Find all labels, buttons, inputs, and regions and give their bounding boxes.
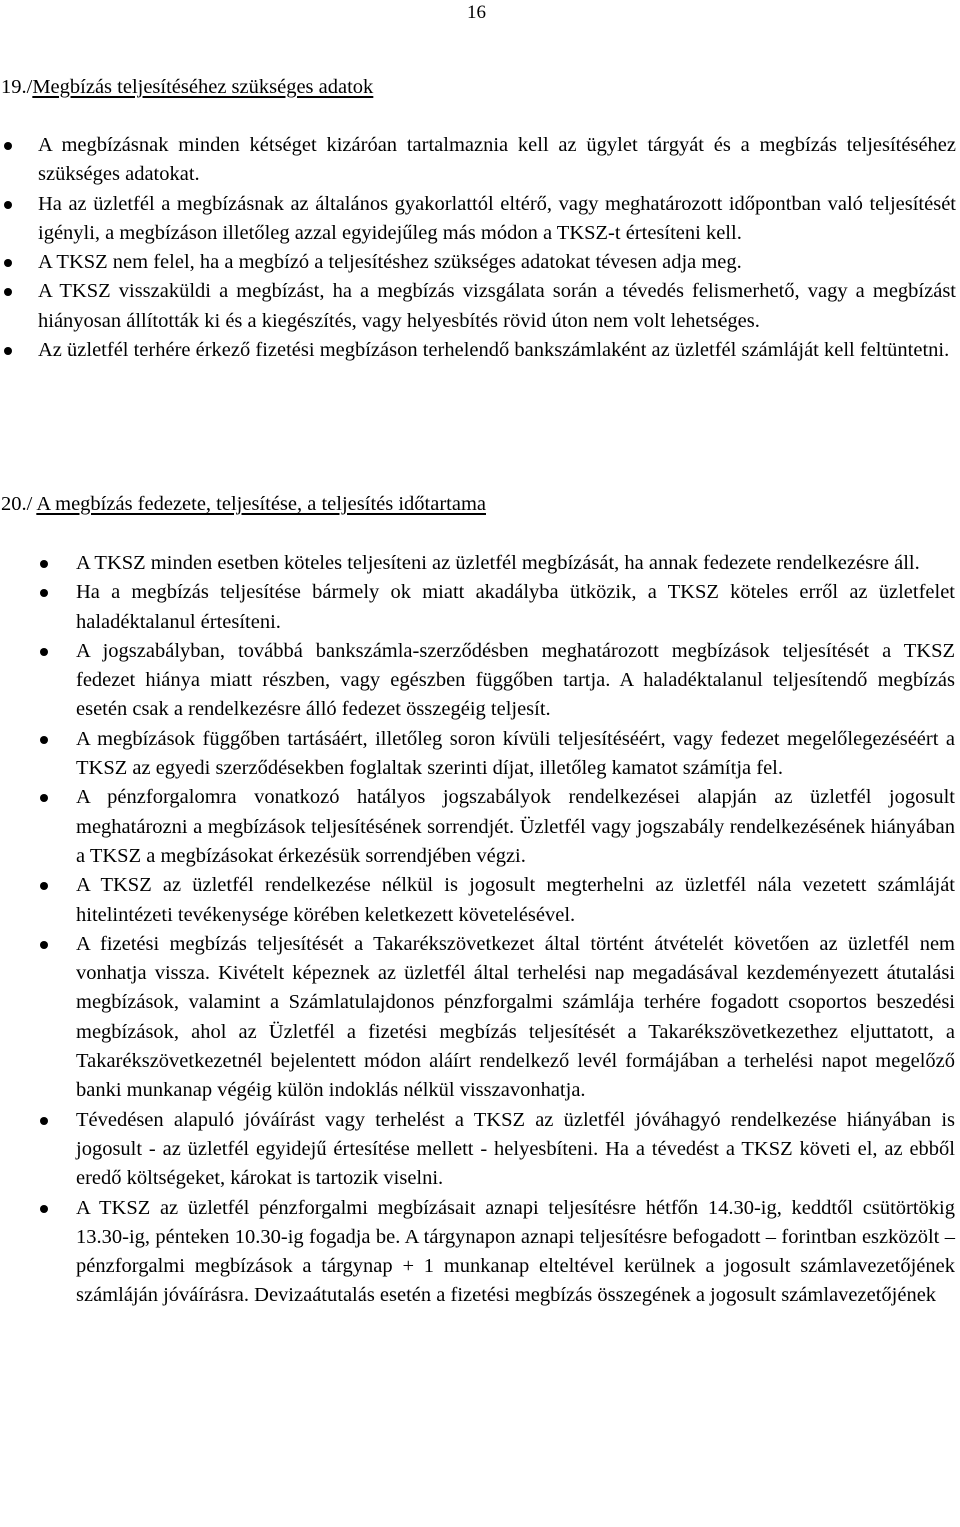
section-19-list — [38, 131, 956, 365]
section-20-number: 20./ — [1, 493, 33, 515]
list-item-text: A pénzforgalomra vonatkozó hatályos jogszabályok rendelkezései alapján az üzletfél jogosult meghatározni a megbízások teljesítésének sorrendjét. Üzletfél vagy jogszabály rendelkezésének hiányában a TKSZ a megbízásokat érkezésük sorrendjében végzi. — [76, 786, 955, 867]
bullet-icon — [40, 648, 48, 656]
list-item — [76, 783, 955, 871]
bullet-icon — [40, 941, 48, 949]
bullet-icon — [4, 201, 12, 209]
bullet-icon — [4, 259, 12, 267]
bullet-icon — [4, 142, 12, 150]
section-20-heading — [1, 492, 486, 516]
list-item — [76, 725, 955, 784]
list-item — [76, 930, 955, 1106]
list-item — [38, 336, 956, 365]
list-item-text: A TKSZ nem felel, ha a megbízó a teljesítéshez szükséges adatokat tévesen adja meg. — [38, 251, 742, 274]
list-item-text: A fizetési megbízás teljesítését a Takarékszövetkezet által történt átvételét követően az üzletfél nem vonhatja vissza. Kivételt képeznek az üzletfél által terhelési nap megadásával kezdeményezett átutalási megbízások, valamint a Számlatulajdonos pénzforgalmi számlája terhére fogadott csoportos beszedési megbízások, ahol az Üzletfél a fizetési megbízás teljesítését a Takarékszövetkezethez eljuttatott, a Takarékszövetkezetnél bejelentett módon aláírt rendelkező levél formájában a terhelési napot megelőző banki munkanap végéig külön indoklás nélkül visszavonhatja. — [76, 932, 955, 1102]
section-20-title: A megbízás fedezete, teljesítése, a teljesítés időtartama — [36, 493, 486, 515]
list-item-text: A jogszabályban, továbbá bankszámla-szerződésben meghatározott megbízások teljesítését a TKSZ fedezet hiánya miatt részben, vagy egészben függőben tartja. A haladéktalanul teljesítendő megbízás esetén csak a rendelkezésre álló fedezet összegéig teljesít. — [76, 639, 955, 721]
list-item — [38, 190, 956, 249]
bullet-icon — [40, 1117, 48, 1125]
bullet-icon — [4, 347, 12, 355]
bullet-icon — [40, 1205, 48, 1213]
list-item-text: A megbízásnak minden kétséget kizáróan tartalmaznia kell az ügylet tárgyát és a megbízás teljesítéséhez szükséges adatokat. — [38, 134, 956, 186]
list-item-text: Tévedésen alapuló jóváírást vagy terhelést a TKSZ az üzletfél jóváhagyó rendelkezése hiányában is jogosult - az üzletfél egyidejű értesítése mellett - helyesbíteni. Ha a tévedést a TKSZ követi el, az ebből eredő költségeket, károkat is tartozik viselni. — [76, 1108, 955, 1190]
bullet-icon — [40, 794, 48, 802]
section-19-number: 19./ — [1, 76, 33, 98]
page-number: 16 — [467, 2, 486, 23]
section-19-heading — [1, 75, 373, 99]
bullet-icon — [40, 882, 48, 890]
list-item-text: A TKSZ minden esetben köteles teljesíteni az üzletfél megbízását, ha annak fedezete rendelkezésre áll. — [76, 552, 920, 574]
list-item-text: A megbízások függőben tartásáért, illetőleg soron kívüli teljesítéséért, vagy fedezet megelőlegezéséért a TKSZ az egyedi szerződésekben foglaltak szerinti díjat, illetőleg kamatot számítja fel. — [76, 727, 955, 780]
list-item-text: A TKSZ az üzletfél rendelkezése nélkül is jogosult megterhelni az üzletfél nála vezetett számláját hitelintézeti tevékenysége körében keletkezett követelésével. — [76, 874, 955, 926]
list-item — [76, 871, 955, 930]
list-item-text: Ha az üzletfél a megbízásnak az általános gyakorlattól eltérő, vagy meghatározott időpontban való teljesítését igényli, a megbízáson illetőleg azzal egyidejűleg más módon a TKSZ-t értesíteni kell. — [38, 192, 956, 244]
list-item — [38, 248, 956, 277]
list-item-text: Ha a megbízás teljesítése bármely ok miatt akadályba ütközik, a TKSZ köteles erről az üzletfelet haladéktalanul értesíteni. — [76, 581, 955, 633]
list-item-text: A TKSZ az üzletfél pénzforgalmi megbízásait aznapi teljesítésre hétfőn 14.30-ig, keddtől csütörtökig 13.30-ig, pénteken 10.30-ig fogadja be. A tárgynapon aznapi teljesítésre befogadott – forintban eszközölt – pénzforgalmi megbízások a tárgynap + 1 munkanap elteltével kerülnek a jogosult számlavezetőjének számláján jóváírásra. Devizaátutalás esetén a fizetési megbízás összegének a jogosult számlavezetőjének — [76, 1196, 955, 1307]
section-19-title: Megbízás teljesítéséhez szükséges adatok — [32, 76, 374, 98]
list-item — [38, 277, 956, 336]
bullet-icon — [40, 736, 48, 744]
list-item — [76, 1106, 955, 1194]
list-item — [76, 637, 955, 725]
section-20-list — [76, 549, 955, 1311]
list-item-text: A TKSZ visszaküldi a megbízást, ha a megbízás vizsgálata során a tévedés felismerhető, vagy a megbízást hiányosan állították ki és a kiegészítés, vagy helyesbítés rövid úton nem volt lehetséges. — [38, 280, 956, 332]
bullet-icon — [40, 589, 48, 597]
list-item-text: Az üzletfél terhére érkező fizetési megbízáson terhelendő bankszámlaként az üzletfél számláját kell feltüntetni. — [38, 339, 950, 362]
bullet-icon — [40, 560, 48, 568]
list-item — [76, 549, 955, 578]
list-item — [76, 1194, 955, 1311]
list-item — [76, 578, 955, 637]
list-item — [38, 131, 956, 190]
bullet-icon — [4, 288, 12, 296]
